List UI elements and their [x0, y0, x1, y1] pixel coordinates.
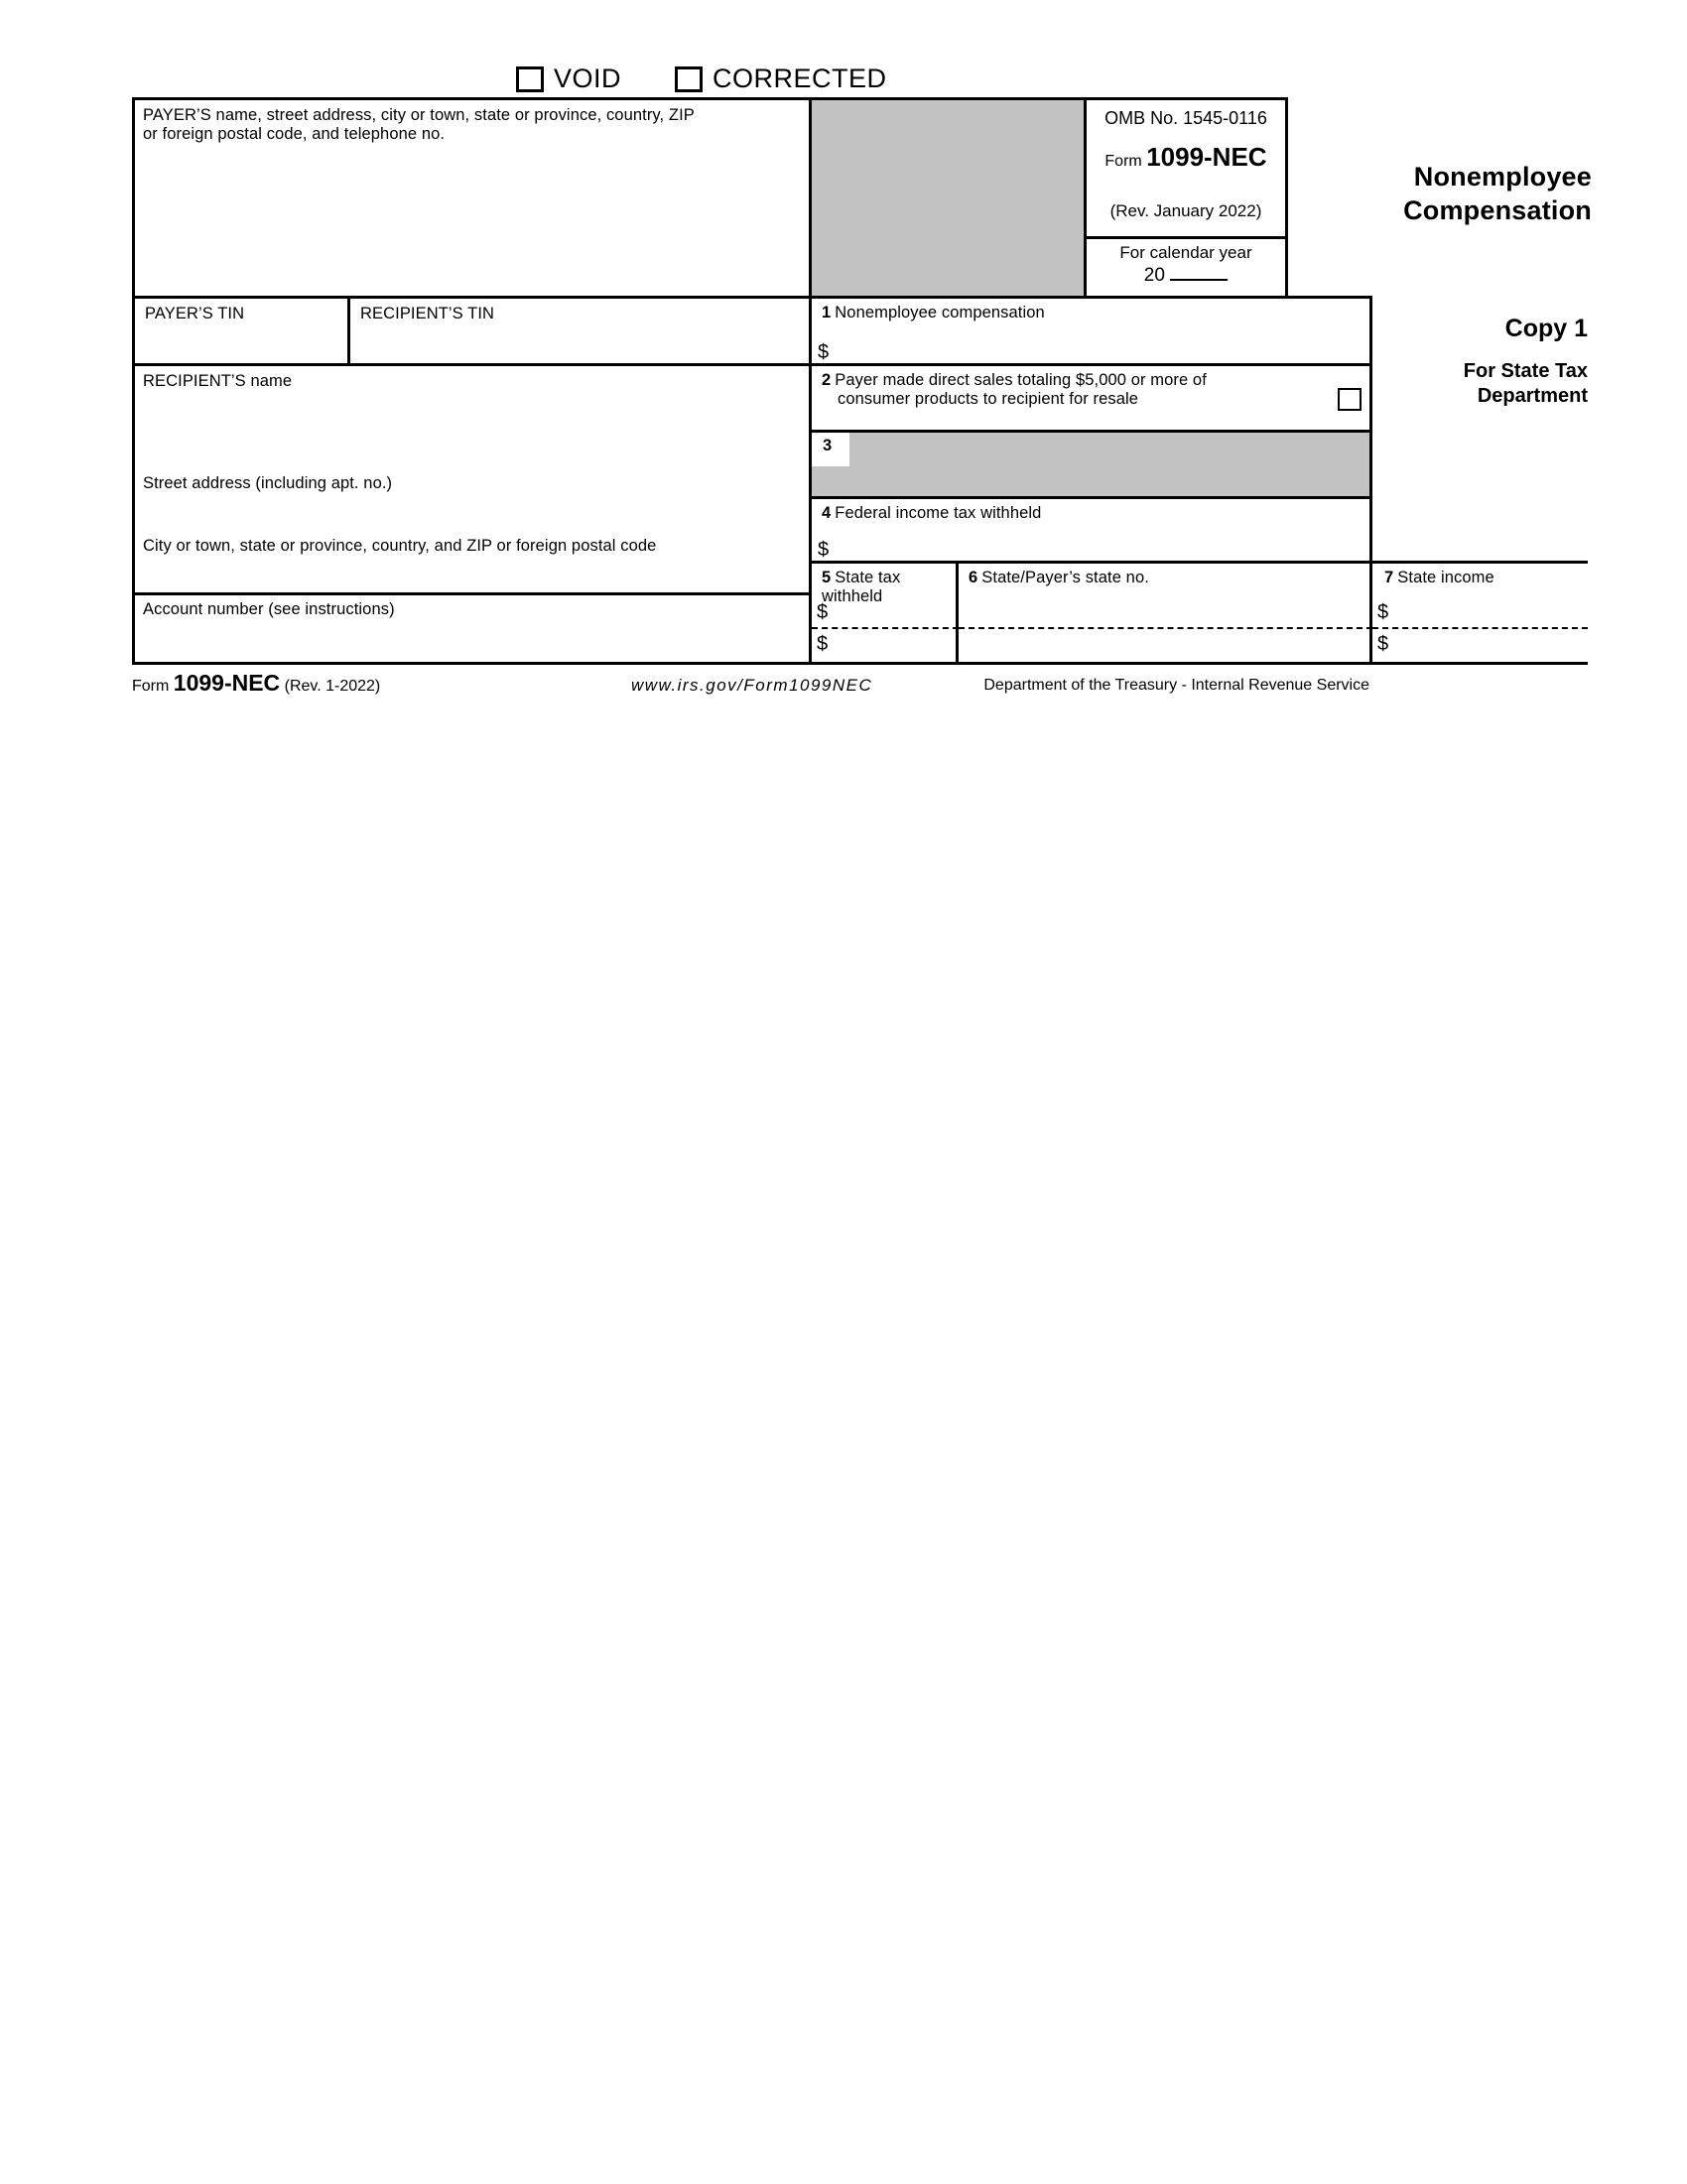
- box3-corner: [812, 433, 849, 466]
- city-state-zip-label: City or town, state or province, country, and ZIP or foreign postal code: [143, 537, 657, 555]
- copy-block: [1369, 314, 1588, 409]
- corrected-label: CORRECTED: [713, 64, 887, 93]
- calendar-year-blank[interactable]: [1170, 264, 1228, 281]
- account-number-label: Account number (see instructions): [143, 600, 395, 618]
- box7-dollar-sign-1: $: [1377, 601, 1389, 623]
- footer-url[interactable]: www.irs.gov/Form1099NEC: [631, 676, 873, 695]
- omb-box: [1084, 97, 1288, 299]
- payer-name-label: PAYER’S name, street address, city or town, state or province, country, ZIP or foreign postal code, and telephone no.: [143, 106, 695, 143]
- box3-shaded: [809, 430, 1372, 499]
- box4-label: 4 Federal income tax withheld: [822, 504, 1042, 522]
- void-label: VOID: [554, 64, 622, 93]
- recipient-name-label: RECIPIENT’S name: [143, 372, 293, 390]
- copy-label: Copy 1: [1504, 315, 1588, 342]
- box6-label: 6 State/Payer’s state no.: [969, 569, 1149, 586]
- box1-dollar-sign: $: [818, 341, 830, 363]
- box6-dashed-divider: [959, 627, 1372, 629]
- footer-department: Department of the Treasury - Internal Revenue Service: [983, 677, 1369, 694]
- box7-dollar-sign-2: $: [1377, 633, 1389, 655]
- calendar-year-prefix: 20: [1143, 265, 1165, 286]
- footer-form-word: Form: [132, 678, 170, 695]
- direct-sales-checkbox[interactable]: [1338, 388, 1362, 411]
- form-title-line1: Nonemployee: [1413, 162, 1592, 192]
- recipient-tin-box[interactable]: [347, 296, 812, 366]
- box5-dashed-divider: [812, 627, 959, 629]
- street-address-label: Street address (including apt. no.): [143, 474, 393, 492]
- footer-revision: (Rev. 1-2022): [284, 678, 381, 695]
- payer-tin-box[interactable]: [132, 296, 350, 366]
- copy-for-line1: For State Tax: [1463, 360, 1588, 382]
- footer-form-id: [132, 670, 380, 697]
- box2-direct-sales: [809, 363, 1372, 433]
- box7-dashed-divider: [1372, 627, 1588, 629]
- omb-number: OMB No. 1545-0116: [1104, 108, 1267, 128]
- box4-federal-tax-withheld[interactable]: [809, 496, 1372, 564]
- box4-dollar-sign: $: [818, 539, 830, 561]
- box7-label: 7 State income: [1384, 569, 1494, 586]
- payer-name-box[interactable]: [132, 97, 812, 299]
- account-number-box[interactable]: [132, 592, 812, 665]
- revision-label: (Rev. January 2022): [1109, 201, 1262, 220]
- void-checkbox[interactable]: [516, 66, 544, 92]
- form-title-line2: Compensation: [1403, 195, 1592, 225]
- box3-number: 3: [823, 437, 833, 454]
- box5-label: 5 State tax withheld: [822, 569, 901, 605]
- footer-form-number: 1099-NEC: [173, 670, 281, 696]
- recipient-tin-label: RECIPIENT’S TIN: [360, 305, 495, 322]
- form-word: Form: [1104, 153, 1142, 170]
- box6-state-payer-number[interactable]: [956, 561, 1372, 665]
- box1-nonemployee-compensation[interactable]: [809, 296, 1372, 366]
- calendar-year-row: [1087, 264, 1285, 287]
- payer-tin-label: PAYER’S TIN: [145, 305, 245, 322]
- form-number-block: [1087, 142, 1285, 173]
- box1-label: 1 Nonemployee compensation: [822, 304, 1045, 321]
- box5-state-tax-withheld[interactable]: [809, 561, 959, 665]
- box5-dollar-sign-1: $: [817, 601, 829, 623]
- copy-for-line2: Department: [1477, 385, 1588, 407]
- form-number: 1099-NEC: [1146, 142, 1267, 172]
- omb-divider: [1087, 236, 1285, 239]
- box7-state-income[interactable]: [1369, 561, 1588, 665]
- top-shaded-box: [809, 97, 1087, 299]
- box2-label: 2 Payer made direct sales totaling $5,000 or more of consumer products to recipient for resale: [822, 371, 1207, 408]
- box5-dollar-sign-2: $: [817, 633, 829, 655]
- form-title: [1371, 160, 1592, 227]
- recipient-name-box[interactable]: [132, 363, 812, 595]
- corrected-checkbox[interactable]: [675, 66, 703, 92]
- calendar-year-label: For calendar year: [1119, 243, 1252, 262]
